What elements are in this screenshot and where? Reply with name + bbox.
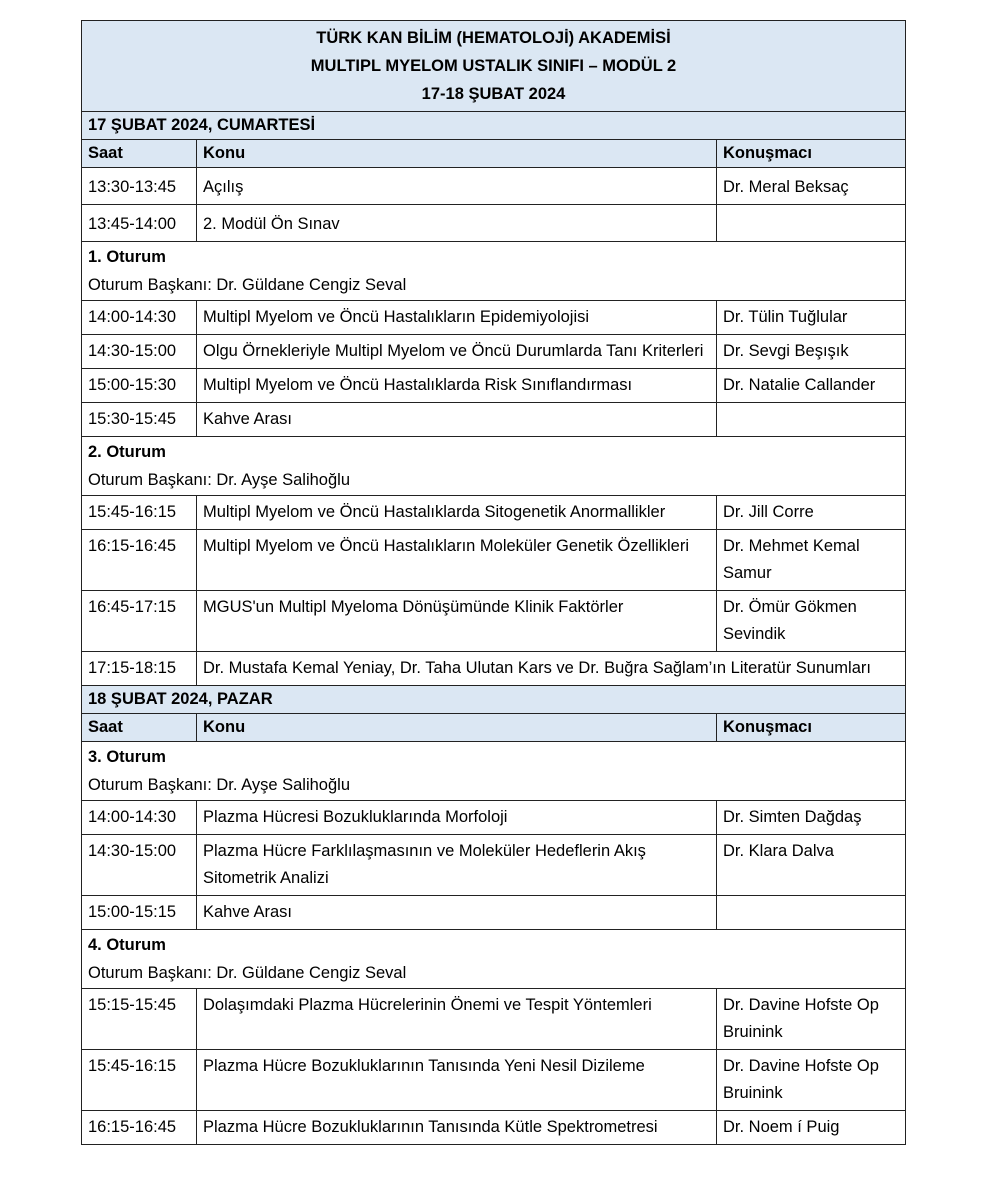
row-topic: Dolaşımdaki Plazma Hücrelerinin Önemi ve Tespit Yöntemleri: [197, 989, 717, 1050]
schedule-row: [82, 335, 906, 369]
row-topic: Kahve Arası: [197, 403, 717, 437]
row-speaker: [717, 403, 906, 437]
row-topic: Plazma Hücre Bozukluklarının Tanısında Yeni Nesil Dizileme: [197, 1050, 717, 1111]
schedule-row: [82, 369, 906, 403]
row-speaker: Dr. Klara Dalva: [717, 835, 906, 896]
program-table: [81, 20, 906, 1145]
schedule-row: [82, 205, 906, 242]
row-speaker: Dr. Jill Corre: [717, 496, 906, 530]
row-time: 16:15-16:45: [82, 530, 197, 591]
column-header-speaker: Konuşmacı: [717, 140, 906, 168]
schedule-row: [82, 591, 906, 652]
course-title: MULTIPL MYELOM USTALIK SINIFI – MODÜL 2: [310, 57, 677, 75]
schedule-row: [82, 1111, 906, 1145]
program-header-cell: [82, 21, 906, 112]
row-topic: 2. Modül Ön Sınav: [197, 205, 717, 242]
schedule-row: [82, 989, 906, 1050]
row-topic: Multipl Myelom ve Öncü Hastalıklarda Sitogenetik Anormallikler: [197, 496, 717, 530]
schedule-row: [82, 835, 906, 896]
row-topic: Multipl Myelom ve Öncü Hastalıklarda Risk Sınıflandırması: [197, 369, 717, 403]
session-title: 1. Oturum: [88, 248, 166, 266]
row-topic: Plazma Hücre Farklılaşmasının ve Moleküler Hedeflerin Akış Sitometrik Analizi: [197, 835, 717, 896]
session-cell: [82, 242, 906, 301]
day-header-row: [82, 686, 906, 714]
session-cell: [82, 742, 906, 801]
session-chair: Oturum Başkanı: Dr. Ayşe Salihoğlu: [88, 471, 350, 489]
row-time: 13:30-13:45: [82, 168, 197, 205]
row-topic: Kahve Arası: [197, 896, 717, 930]
session-chair: Oturum Başkanı: Dr. Ayşe Salihoğlu: [88, 776, 350, 794]
row-topic: Açılış: [197, 168, 717, 205]
schedule-row: [82, 1050, 906, 1111]
session-row: [82, 742, 906, 801]
row-time: 15:00-15:15: [82, 896, 197, 930]
column-header-row: [82, 714, 906, 742]
row-time: 15:45-16:15: [82, 496, 197, 530]
row-time: 14:30-15:00: [82, 335, 197, 369]
schedule-row: [82, 403, 906, 437]
schedule-row: [82, 496, 906, 530]
column-header-row: [82, 140, 906, 168]
session-row: [82, 437, 906, 496]
row-speaker: Dr. Simten Dağdaş: [717, 801, 906, 835]
program-header: [82, 21, 906, 112]
row-speaker: Dr. Natalie Callander: [717, 369, 906, 403]
schedule-row: [82, 530, 906, 591]
row-time: 14:00-14:30: [82, 301, 197, 335]
row-speaker: Dr. Meral Beksaç: [717, 168, 906, 205]
row-topic: Plazma Hücre Bozukluklarının Tanısında Kütle Spektrometresi: [197, 1111, 717, 1145]
row-time: 14:30-15:00: [82, 835, 197, 896]
row-speaker: Dr. Noem í Puig: [717, 1111, 906, 1145]
session-title: 4. Oturum: [88, 936, 166, 954]
row-speaker: [717, 205, 906, 242]
row-time: 17:15-18:15: [82, 652, 197, 686]
column-header-time: Saat: [82, 140, 197, 168]
row-topic: Plazma Hücresi Bozukluklarında Morfoloji: [197, 801, 717, 835]
row-speaker: Dr. Ömür Gökmen Sevindik: [717, 591, 906, 652]
row-speaker: Dr. Davine Hofste Op Bruinink: [717, 989, 906, 1050]
course-dates: 17-18 ŞUBAT 2024: [421, 85, 566, 103]
row-time: 15:45-16:15: [82, 1050, 197, 1111]
session-cell: [82, 437, 906, 496]
row-topic: Multipl Myelom ve Öncü Hastalıkların Moleküler Genetik Özellikleri: [197, 530, 717, 591]
row-speaker: [717, 896, 906, 930]
row-time: 15:15-15:45: [82, 989, 197, 1050]
row-time: 16:15-16:45: [82, 1111, 197, 1145]
day-header-row: [82, 112, 906, 140]
session-row: [82, 242, 906, 301]
day-title: 17 ŞUBAT 2024, CUMARTESİ: [82, 112, 906, 140]
academy-title: TÜRK KAN BİLİM (HEMATOLOJİ) AKADEMİSİ: [316, 29, 671, 47]
schedule-row: [82, 896, 906, 930]
row-speaker: Dr. Davine Hofste Op Bruinink: [717, 1050, 906, 1111]
column-header-topic: Konu: [197, 140, 717, 168]
session-title: 2. Oturum: [88, 443, 166, 461]
row-topic: Olgu Örnekleriyle Multipl Myelom ve Öncü Durumlarda Tanı Kriterleri: [197, 335, 717, 369]
row-topic: MGUS'un Multipl Myeloma Dönüşümünde Klinik Faktörler: [197, 591, 717, 652]
schedule-row: [82, 168, 906, 205]
row-time: 15:00-15:30: [82, 369, 197, 403]
row-time: 14:00-14:30: [82, 801, 197, 835]
column-header-speaker: Konuşmacı: [717, 714, 906, 742]
schedule-row: [82, 801, 906, 835]
session-chair: Oturum Başkanı: Dr. Güldane Cengiz Seval: [88, 276, 407, 294]
row-time: 16:45-17:15: [82, 591, 197, 652]
session-title: 3. Oturum: [88, 748, 166, 766]
session-cell: [82, 930, 906, 989]
column-header-topic: Konu: [197, 714, 717, 742]
session-row: [82, 930, 906, 989]
row-speaker: Dr. Sevgi Beşışık: [717, 335, 906, 369]
row-topic: Multipl Myelom ve Öncü Hastalıkların Epidemiyolojisi: [197, 301, 717, 335]
row-time: 13:45-14:00: [82, 205, 197, 242]
session-chair: Oturum Başkanı: Dr. Güldane Cengiz Seval: [88, 964, 407, 982]
schedule-row-literature: [82, 652, 906, 686]
row-time: 15:30-15:45: [82, 403, 197, 437]
column-header-time: Saat: [82, 714, 197, 742]
row-topic: Dr. Mustafa Kemal Yeniay, Dr. Taha Ulutan Kars ve Dr. Buğra Sağlam’ın Literatür Sunumları: [197, 652, 906, 686]
day-title: 18 ŞUBAT 2024, PAZAR: [82, 686, 906, 714]
row-speaker: Dr. Tülin Tuğlular: [717, 301, 906, 335]
schedule-row: [82, 301, 906, 335]
row-speaker: Dr. Mehmet Kemal Samur: [717, 530, 906, 591]
